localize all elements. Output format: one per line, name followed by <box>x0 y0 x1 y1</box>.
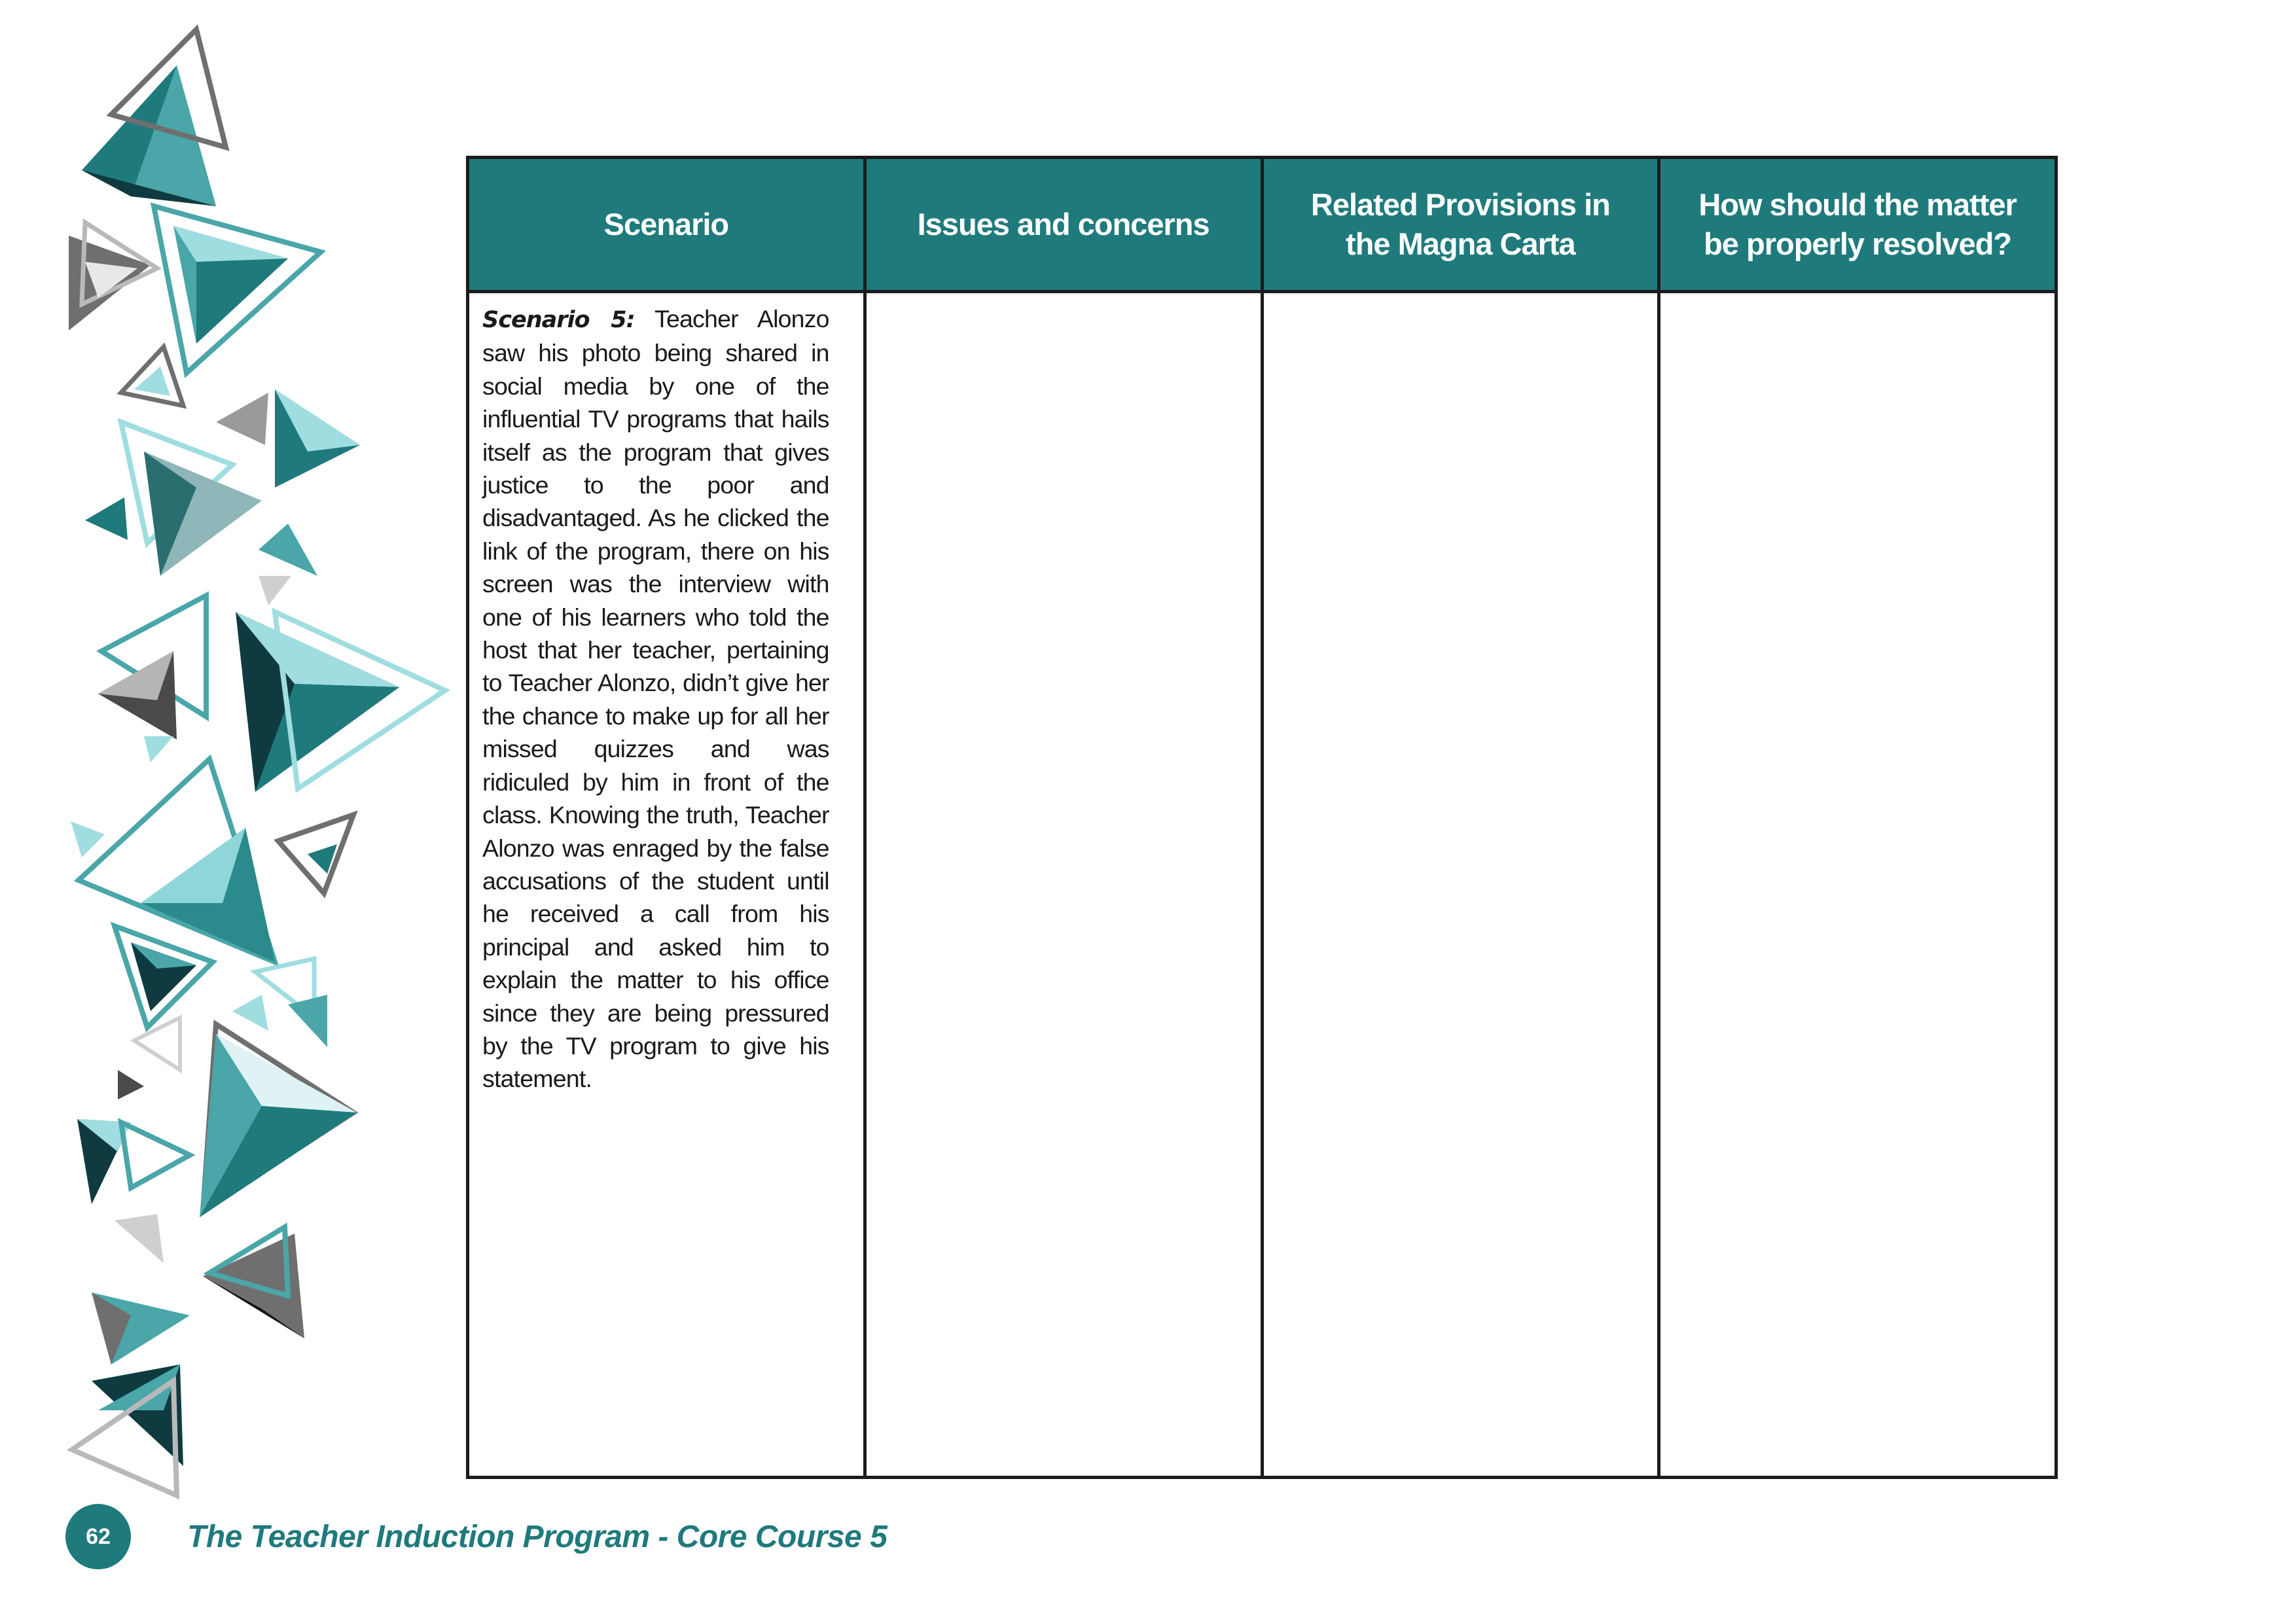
header-scenario: Scenario <box>468 158 865 292</box>
header-related-provisions: Related Provisions in the Magna Carta <box>1262 158 1659 292</box>
triangle-shapes <box>69 29 445 1495</box>
course-title: The Teacher Induction Program - Core Course 5 <box>187 1519 888 1554</box>
provisions-cell <box>1262 292 1659 1478</box>
scenario-description <box>482 302 829 1096</box>
page-number-badge: 62 <box>65 1504 131 1569</box>
magna-carta-worksheet-table <box>466 156 2058 1479</box>
table-header-row <box>468 158 2056 292</box>
resolution-cell <box>1659 292 2056 1478</box>
header-issues-and-concerns: Issues and concerns <box>865 158 1262 292</box>
page-footer <box>65 1504 887 1569</box>
header-resolution: How should the matter be properly resolved? <box>1659 158 2056 292</box>
issues-cell <box>865 292 1262 1478</box>
scenario-cell <box>468 292 865 1478</box>
table-row <box>468 292 2056 1478</box>
triangle-ornament <box>0 0 458 1518</box>
scenario-text: Teacher Alonzo saw his photo being shared in social media by one of the influential TV programs that hails itself as the program that gives justice to the poor and disadvantaged. As he clicked the link of the program, there on his screen was the interview with one of his learners who told the host that her teacher, pertaining to Teacher Alonzo, didn’t give her the chance to make up for all her missed quizzes and was ridiculed by him in front of the class. Knowing the truth, Teacher Alonzo was enraged by the false accusations of the student until he received a call from his principal and asked him to explain the matter to his office since they are being pressured by the TV program to give his statement. <box>482 305 829 1093</box>
scenario-label: Scenario 5: <box>482 307 635 333</box>
